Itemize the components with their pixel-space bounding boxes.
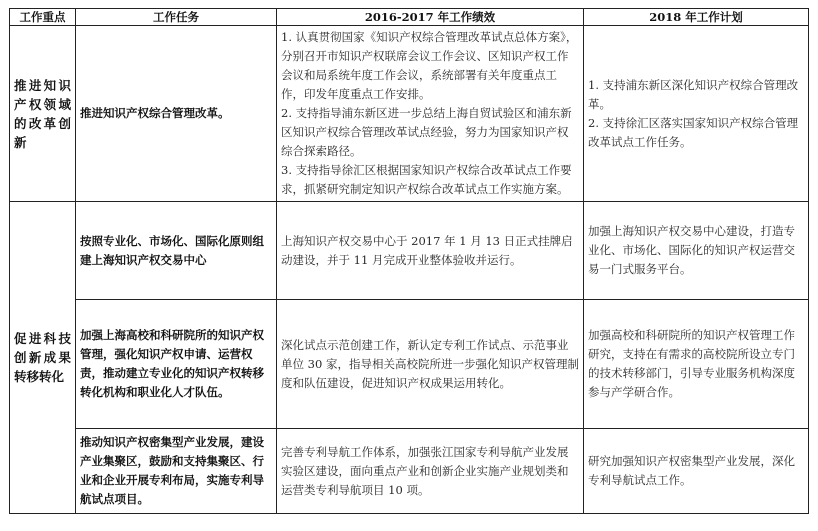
table-row (10, 202, 809, 300)
performance-cell (277, 202, 584, 300)
performance-cell (277, 300, 584, 429)
header-performance: 2016-2017 年工作绩效 (277, 9, 584, 26)
plan-item: 2. 支持徐汇区落实国家知识产权综合管理改革试点工作任务。 (588, 115, 799, 149)
document-page (9, 8, 809, 514)
performance-item: 完善专利导航工作体系，加强张江国家专利导航产业发展实验区建设，面向重点产业和创新企业实施产业规划类和运营类专利导航项目 10 项。 (281, 444, 569, 497)
plan-cell (584, 300, 809, 429)
task-cell: 按照专业化、市场化、国际化原则组建上海知识产权交易中心 (76, 202, 277, 300)
performance-item: 3. 支持指导徐汇区根据国家知识产权综合改革试点工作要求，抓紧研究制定知识产权综合改革试点工作实施方案。 (281, 163, 572, 196)
table-row (10, 26, 809, 202)
plan-cell (584, 202, 809, 300)
performance-cell (277, 429, 584, 514)
performance-item: 上海知识产权交易中心于 2017 年 1 月 13 日正式挂牌启动建设，并于 11 月完成开业整体验收并运行。 (281, 233, 573, 267)
performance-item: 深化试点示范创建工作，新认定专利工作试点、示范事业单位 30 家，指导相关高校院所进一步强化知识产权管理制度和队伍建设，促进知识产权成果运用转化。 (281, 337, 579, 390)
performance-item: 2. 支持指导浦东新区进一步总结上海自贸试验区和浦东新区知识产权综合管理改革试点经验，努力为国家知识产权综合探索路径。 (281, 106, 572, 158)
plan-item: 1. 支持浦东新区深化知识产权综合管理改革。 (588, 77, 799, 111)
performance-item: 1. 认真贯彻国家《知识产权综合管理改革试点总体方案》，分别召开市知识产权联席会议工作会议、区知识产权工作会议和局系统年度工作会议，系统部署有关年度重点工作，印发年度重点工作安排。 (281, 30, 578, 101)
plan-cell (584, 429, 809, 514)
header-focus: 工作重点 (10, 9, 76, 26)
task-cell: 推进知识产权综合管理改革。 (76, 26, 277, 202)
task-cell: 加强上海高校和科研院所的知识产权管理，强化知识产权申请、运营权责，推动建立专业化的知识产权转移转化机构和职业化人才队伍。 (76, 300, 277, 429)
task-cell: 推动知识产权密集型产业发展，建设产业集聚区，鼓励和支持集聚区、行业和企业开展专利布局，实施专利导航试点项目。 (76, 429, 277, 514)
table-row (10, 429, 809, 514)
focus-cell: 推进知识产权领域的改革创新 (10, 26, 76, 202)
table-row (10, 300, 809, 429)
performance-cell (277, 26, 584, 202)
plan-item: 加强上海知识产权交易中心建设，打造专业化、市场化、国际化的知识产权运营交易一门式服务平台。 (588, 224, 795, 276)
plan-item: 研究加强知识产权密集型产业发展，深化专利导航试点工作。 (588, 454, 795, 487)
header-task: 工作任务 (76, 9, 277, 26)
plan-cell (584, 26, 809, 202)
plan-item: 加强高校和科研院所的知识产权管理工作研究，支持在有需求的高校院所设立专门的技术转移部门，引导专业服务机构深度参与产学研合作。 (588, 328, 795, 399)
focus-cell: 促进科技创新成果转移转化 (10, 202, 76, 514)
table-header-row (10, 9, 809, 26)
work-plan-table (9, 8, 809, 514)
header-plan: 2018 年工作计划 (584, 9, 809, 26)
